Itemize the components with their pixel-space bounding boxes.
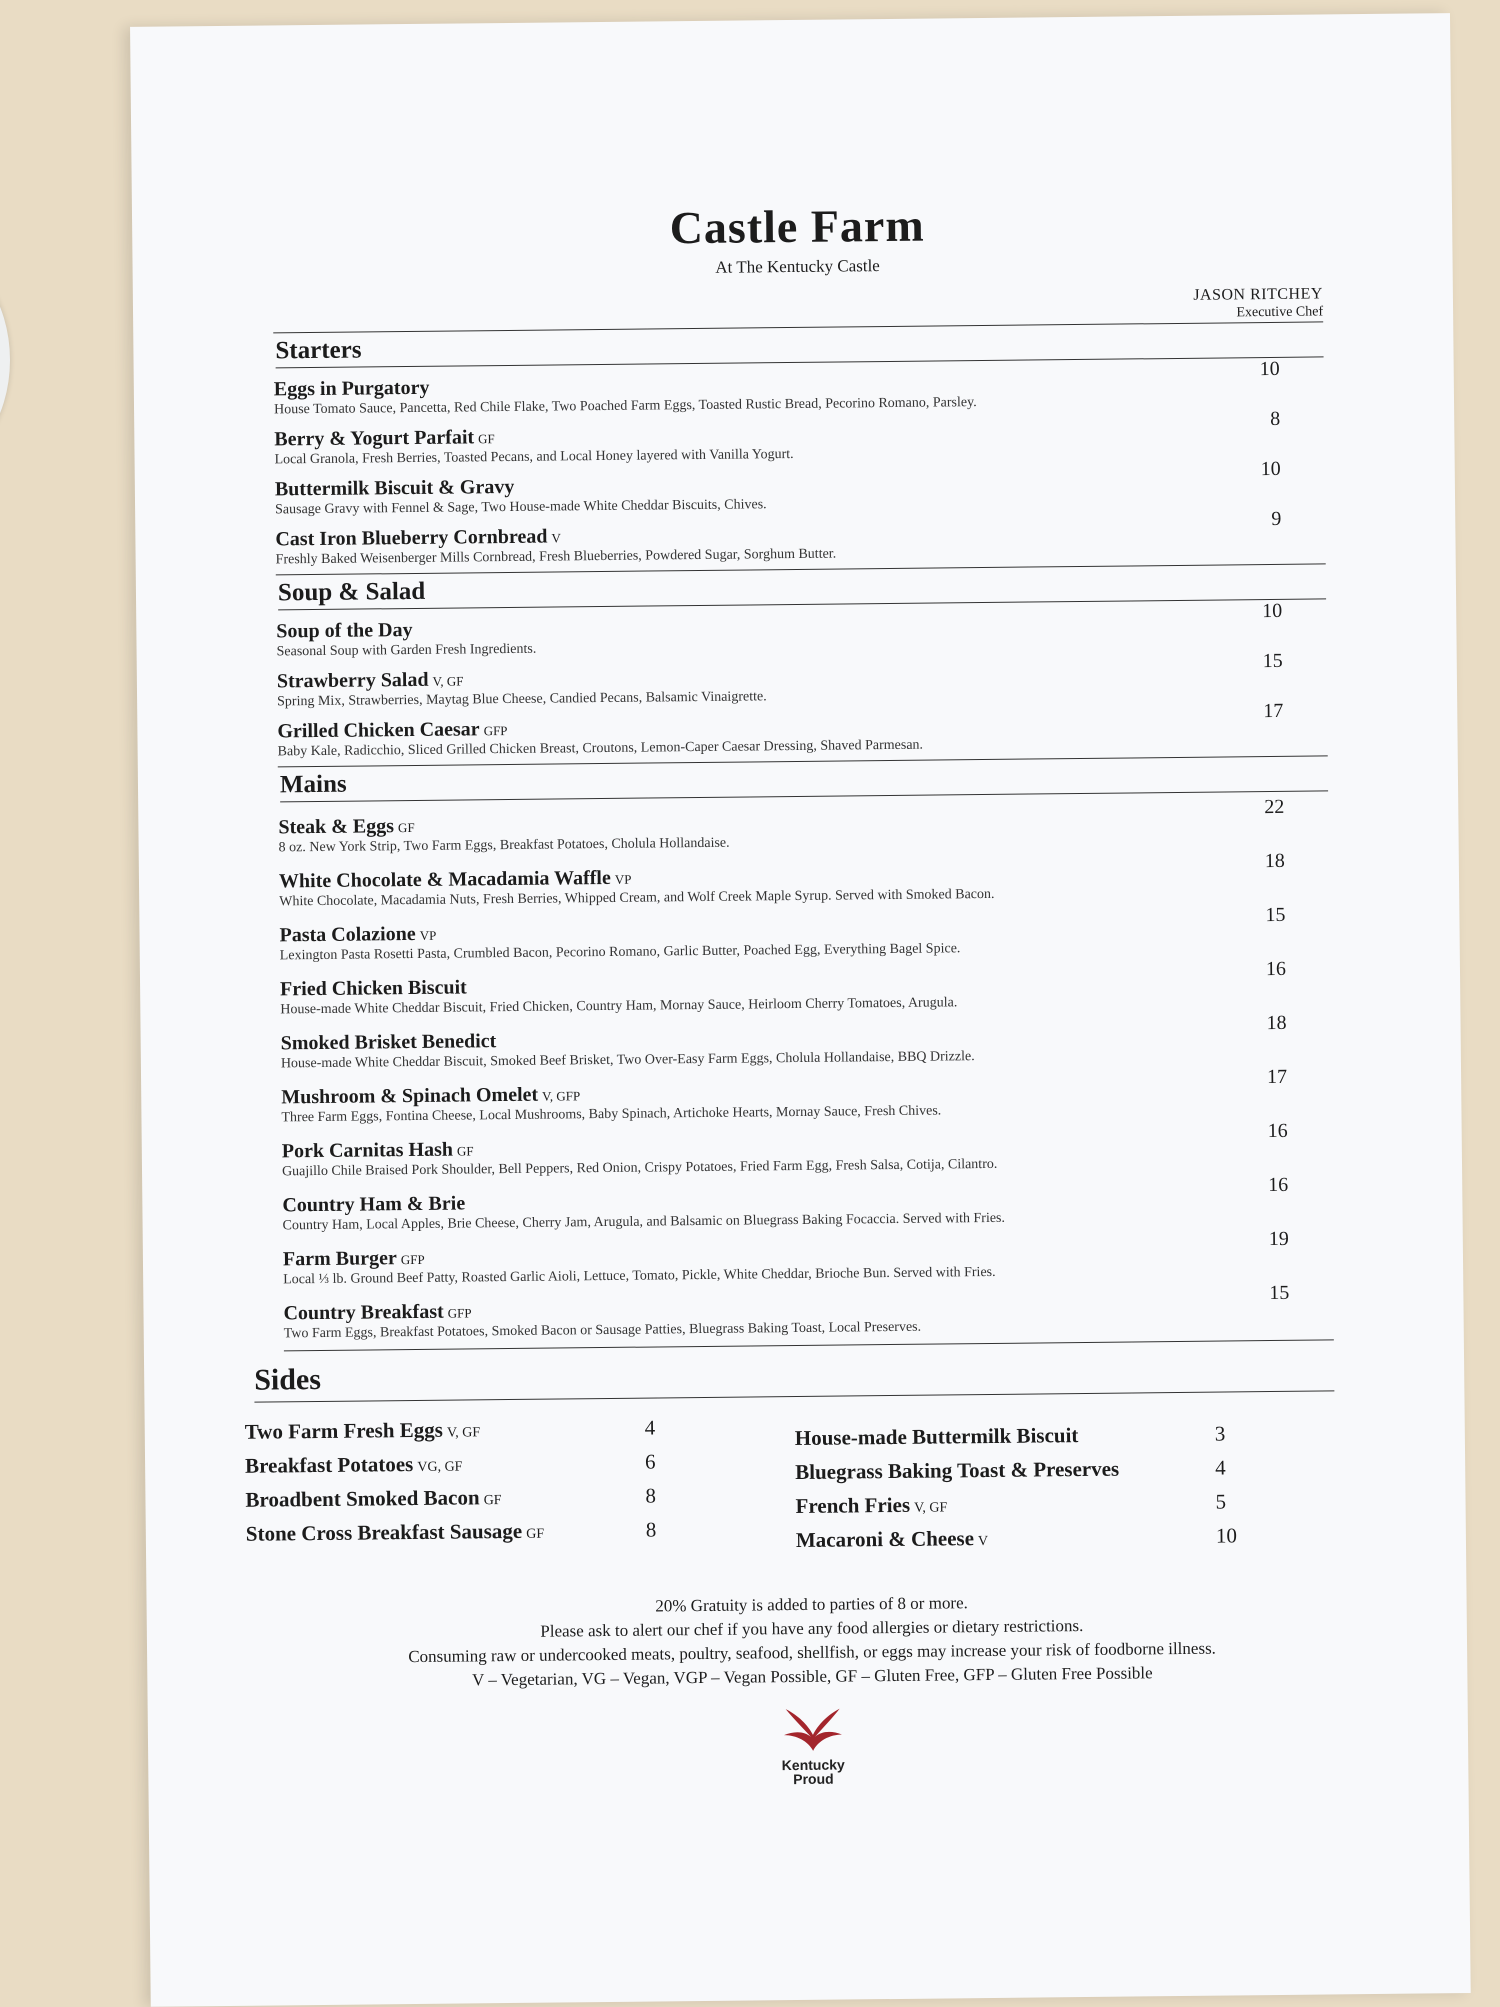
side-price: 8 — [645, 1480, 656, 1514]
side-item — [245, 1479, 765, 1518]
section-title: Starters — [275, 326, 1323, 368]
side-name: Stone Cross Breakfast Sausage — [246, 1519, 523, 1546]
logo-text-kentucky: Kentucky — [288, 1752, 1338, 1777]
menu-sheet — [130, 13, 1471, 2007]
restaurant-title: Castle Farm — [272, 194, 1322, 258]
side-tag: V — [978, 1534, 988, 1549]
side-price: 10 — [1216, 1520, 1237, 1554]
kentucky-proud-bird-icon — [778, 1704, 848, 1753]
chef-title: Executive Chef — [273, 303, 1323, 332]
item-price: 17 — [1263, 700, 1283, 723]
item-name: Strawberry Salad — [277, 669, 429, 693]
item-price: 16 — [1268, 1120, 1288, 1143]
item-description: Baby Kale, Radicchio, Sliced Grilled Chicken Breast, Croutons, Lemon-Caper Caesar Dressing, Shaved Parmesan. — [278, 734, 1258, 760]
item-description: House-made White Cheddar Biscuit, Smoked Beef Brisket, Two Over-Easy Farm Eggs, Cholula Hollandaise, BBQ Drizzle. — [281, 1046, 1261, 1072]
item-tag: GF — [478, 431, 495, 446]
item-description: White Chocolate, Macadamia Nuts, Fresh Berries, Whipped Cream, and Wolf Creek Maple Syrup. Served with Smoked Bacon. — [279, 884, 1259, 910]
menu-item — [282, 1183, 1332, 1234]
item-price: 19 — [1269, 1228, 1289, 1251]
side-tag: V, GF — [914, 1500, 947, 1515]
side-item — [246, 1513, 766, 1552]
side-item — [245, 1411, 765, 1450]
dietary-legend: V – Vegetarian, VG – Vegan, VGP – Vegan Possible, GF – Gluten Free, GFP – Gluten Free Possible — [287, 1659, 1337, 1694]
item-price: 16 — [1268, 1174, 1288, 1197]
menu-item — [277, 659, 1327, 710]
menu-item — [281, 1021, 1331, 1072]
menu-item — [275, 517, 1325, 568]
menu-item — [274, 417, 1324, 468]
item-name: Country Breakfast — [283, 1301, 443, 1325]
section-sides — [245, 1405, 1336, 1564]
menu-content — [272, 194, 1339, 1791]
item-description: House-made White Cheddar Biscuit, Fried Chicken, Country Ham, Mornay Sauce, Heirloom Cherry Tomatoes, Arugula. — [280, 992, 1260, 1018]
item-price: 15 — [1265, 904, 1285, 927]
item-description: Three Farm Eggs, Fontina Cheese, Local Mushrooms, Baby Spinach, Artichoke Hearts, Mornay Sauce, Fresh Chives. — [281, 1100, 1261, 1126]
item-description: Spring Mix, Strawberries, Maytag Blue Cheese, Candied Pecans, Balsamic Vinaigrette. — [277, 684, 1257, 710]
item-tag: V, GFP — [542, 1088, 580, 1103]
section-title: Soup & Salad — [278, 568, 1326, 610]
side-name: House-made Buttermilk Biscuit — [795, 1423, 1079, 1450]
item-description: Guajillo Chile Braised Pork Shoulder, Bell Peppers, Red Onion, Crispy Potatoes, Fried Farm Egg, Fresh Salsa, Cotija, Cilantro. — [282, 1154, 1262, 1180]
menu-item — [276, 609, 1326, 660]
item-price: 18 — [1266, 1012, 1286, 1035]
side-name: Bluegrass Baking Toast & Preserves — [795, 1457, 1119, 1484]
item-price: 10 — [1262, 600, 1282, 623]
menu-item — [281, 1075, 1331, 1126]
item-description: Country Ham, Local Apples, Brie Cheese, Cherry Jam, Arugula, and Balsamic on Bluegrass Baking Focaccia. Served with Fries. — [283, 1208, 1263, 1234]
item-description: House Tomato Sauce, Pancetta, Red Chile Flake, Two Poached Farm Eggs, Toasted Rustic Bread, Pecorino Romano, Parsley. — [274, 392, 1254, 418]
logo-text-proud: Proud — [288, 1766, 1338, 1791]
side-item — [795, 1418, 1315, 1457]
item-name: Farm Burger — [283, 1247, 397, 1270]
item-name: Country Ham & Brie — [282, 1192, 465, 1216]
item-name: Pork Carnitas Hash — [282, 1139, 453, 1163]
item-price: 10 — [1260, 358, 1280, 381]
sides-column-right — [795, 1418, 1316, 1559]
side-tag: VG, GF — [417, 1460, 462, 1475]
item-name: Cast Iron Blueberry Cornbread — [275, 526, 547, 551]
side-name: Macaroni & Cheese — [796, 1526, 974, 1552]
restaurant-subtitle: At The Kentucky Castle — [273, 251, 1323, 282]
item-name: Grilled Chicken Caesar — [277, 718, 479, 742]
side-tag: GF — [484, 1493, 502, 1508]
menu-item — [274, 367, 1324, 418]
item-tag: GF — [398, 820, 415, 835]
item-name: Smoked Brisket Benedict — [281, 1030, 497, 1054]
side-tag: GF — [526, 1527, 544, 1542]
section-soup-salad — [276, 568, 1328, 760]
item-description: Local Granola, Fresh Berries, Toasted Pecans, and Local Honey layered with Vanilla Yogurt. — [274, 442, 1254, 468]
section-title-sides: Sides — [254, 1352, 1334, 1402]
chef-credit — [273, 285, 1323, 332]
section-title: Mains — [280, 760, 1328, 802]
item-tag: GFP — [401, 1252, 425, 1267]
item-description: Two Farm Eggs, Breakfast Potatoes, Smoked Bacon or Sausage Patties, Bluegrass Baking Toast, Local Preserves. — [284, 1316, 1264, 1342]
item-tag: VP — [420, 928, 437, 943]
side-price: 6 — [645, 1446, 656, 1480]
section-starters — [273, 326, 1325, 568]
side-item — [795, 1452, 1315, 1491]
gratuity-note: 20% Gratuity is added to parties of 8 or more. — [287, 1587, 1337, 1622]
side-name: French Fries — [795, 1493, 910, 1518]
item-description: 8 oz. New York Strip, Two Farm Eggs, Breakfast Potatoes, Cholula Hollandaise. — [279, 830, 1259, 856]
item-description: Seasonal Soup with Garden Fresh Ingredients. — [277, 634, 1257, 660]
footer-notes — [287, 1587, 1338, 1694]
item-name: Berry & Yogurt Parfait — [274, 426, 474, 450]
item-name: Steak & Eggs — [278, 815, 394, 838]
item-tag: GFP — [448, 1305, 472, 1320]
side-price: 8 — [646, 1514, 657, 1548]
item-name: Fried Chicken Biscuit — [280, 976, 467, 1000]
chef-name: JASON RITCHEY — [273, 285, 1323, 314]
menu-item — [277, 709, 1327, 760]
menu-item — [279, 913, 1329, 964]
item-description: Local ⅓ lb. Ground Beef Patty, Roasted Garlic Aioli, Lettuce, Tomato, Pickle, White Cheddar, Brioche Bun. Served with Fries. — [283, 1262, 1263, 1288]
item-price: 8 — [1270, 408, 1280, 431]
item-name: Mushroom & Spinach Omelet — [281, 1084, 538, 1109]
item-description: Lexington Pasta Rosetti Pasta, Crumbled Bacon, Pecorino Romano, Garlic Butter, Poached Egg, Everything Bagel Spice. — [280, 938, 1260, 964]
item-tag: GF — [457, 1143, 474, 1158]
item-price: 17 — [1267, 1066, 1287, 1089]
side-name: Two Farm Fresh Eggs — [245, 1418, 443, 1444]
item-name: Eggs in Purgatory — [274, 377, 430, 401]
consumption-warning: Consuming raw or undercooked meats, poultry, seafood, shellfish, or eggs may increase your risk of foodborne illness. — [287, 1635, 1337, 1670]
section-mains — [278, 760, 1334, 1342]
item-price: 9 — [1271, 508, 1281, 531]
item-description: Sausage Gravy with Fennel & Sage, Two House-made White Cheddar Biscuits, Chives. — [275, 492, 1255, 518]
menu-item — [283, 1291, 1333, 1342]
item-price: 18 — [1265, 850, 1285, 873]
item-name: Buttermilk Biscuit & Gravy — [275, 476, 515, 501]
item-price: 16 — [1266, 958, 1286, 981]
side-name: Broadbent Smoked Bacon — [245, 1485, 479, 1511]
allergy-note: Please ask to alert our chef if you have any food allergies or dietary restrictions. — [287, 1611, 1337, 1646]
menu-item — [279, 859, 1329, 910]
menu-item — [282, 1129, 1332, 1180]
menu-item — [278, 805, 1328, 856]
item-name: Pasta Colazione — [279, 923, 415, 946]
side-item — [796, 1520, 1316, 1559]
sides-column-left — [245, 1411, 767, 1564]
side-tag: V, GF — [447, 1425, 480, 1440]
item-name: White Chocolate & Macadamia Waffle — [279, 867, 611, 892]
kentucky-proud-logo — [288, 1699, 1339, 1791]
item-price: 15 — [1263, 650, 1283, 673]
item-price: 22 — [1264, 796, 1284, 819]
menu-item — [283, 1237, 1333, 1288]
side-price: 3 — [1215, 1419, 1226, 1453]
side-item — [245, 1445, 765, 1484]
item-description: Freshly Baked Weisenberger Mills Cornbread, Fresh Blueberries, Powdered Sugar, Sorghum Butter. — [276, 542, 1256, 568]
side-price: 4 — [645, 1412, 656, 1446]
side-item — [795, 1486, 1315, 1525]
side-name: Breakfast Potatoes — [245, 1452, 413, 1478]
menu-item — [280, 967, 1330, 1018]
side-price: 5 — [1215, 1487, 1226, 1521]
item-price: 15 — [1269, 1282, 1289, 1305]
section-divider — [284, 1339, 1334, 1351]
item-price: 10 — [1261, 458, 1281, 481]
item-tag: V, GF — [432, 673, 463, 688]
item-tag: VP — [615, 872, 632, 887]
item-tag: V — [551, 530, 561, 545]
item-name: Soup of the Day — [276, 619, 412, 642]
menu-item — [275, 467, 1325, 518]
plate-edge — [0, 250, 10, 470]
item-tag: GFP — [484, 723, 508, 738]
side-price: 4 — [1215, 1453, 1226, 1487]
